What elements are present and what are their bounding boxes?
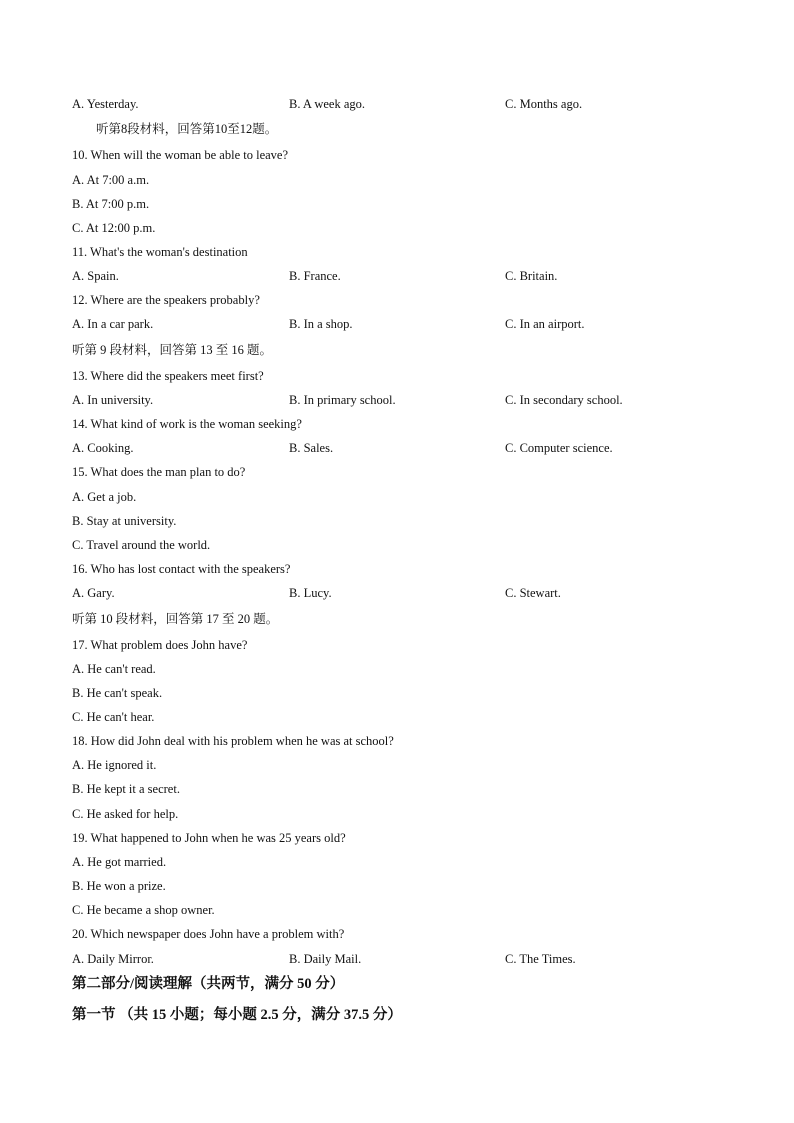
q19-option-b: B. He won a prize. [72, 879, 166, 893]
q20-option-b: B. Daily Mail. [289, 952, 362, 966]
q14-option-a: A. Cooking. [72, 441, 134, 455]
q10-option-a: A. At 7:00 a.m. [72, 173, 150, 187]
q20-option-a: A. Daily Mirror. [72, 952, 154, 966]
q11-option-c: C. Britain. [505, 269, 558, 283]
q12-option-c: C. In an airport. [505, 317, 585, 331]
q10-option-c: C. At 12:00 p.m. [72, 221, 156, 235]
q18-option-c: C. He asked for help. [72, 807, 179, 821]
q15-option-a: A. Get a job. [72, 490, 137, 504]
q17-option-b: B. He can't speak. [72, 686, 163, 700]
q17-option-c: C. He can't hear. [72, 710, 155, 724]
q15-option-c: C. Travel around the world. [72, 538, 211, 552]
q12-option-b: B. In a shop. [289, 317, 353, 331]
q18-option-a: A. He ignored it. [72, 758, 157, 772]
q16-option-a: A. Gary. [72, 586, 115, 600]
q13-option-c: C. In secondary school. [505, 393, 623, 407]
section-10-instruction: 听第 10 段材料，回答第 17 至 20 题。 [72, 612, 279, 626]
q14-option-c: C. Computer science. [505, 441, 613, 455]
question-15: 15. What does the man plan to do? [72, 465, 246, 479]
question-14: 14. What kind of work is the woman seeking? [72, 417, 302, 431]
q12-option-a: A. In a car park. [72, 317, 154, 331]
q9-option-c: C. Months ago. [505, 97, 583, 111]
q16-option-b: B. Lucy. [289, 586, 332, 600]
q11-option-b: B. France. [289, 269, 341, 283]
q17-option-a: A. He can't read. [72, 662, 156, 676]
q19-option-a: A. He got married. [72, 855, 167, 869]
q15-option-b: B. Stay at university. [72, 514, 177, 528]
part-2-heading: 第二部分/阅读理解（共两节，满分 50 分） [72, 976, 345, 992]
q18-option-b: B. He kept it a secret. [72, 782, 180, 796]
question-20: 20. Which newspaper does John have a problem with? [72, 927, 345, 941]
q9-option-b: B. A week ago. [289, 97, 366, 111]
q14-option-b: B. Sales. [289, 441, 334, 455]
question-17: 17. What problem does John have? [72, 638, 248, 652]
question-13: 13. Where did the speakers meet first? [72, 369, 264, 383]
q10-option-b: B. At 7:00 p.m. [72, 197, 150, 211]
section-9-instruction: 听第 9 段材料，回答第 13 至 16 题。 [72, 343, 273, 357]
section-8-instruction: 听第8段材料，回答第10至12题。 [96, 122, 278, 136]
section-1-heading: 第一节 （共 15 小题；每小题 2.5 分，满分 37.5 分） [72, 1007, 402, 1023]
question-12: 12. Where are the speakers probably? [72, 293, 260, 307]
q19-option-c: C. He became a shop owner. [72, 903, 215, 917]
q9-option-a: A. Yesterday. [72, 97, 139, 111]
question-19: 19. What happened to John when he was 25 years old? [72, 831, 346, 845]
question-18: 18. How did John deal with his problem when he was at school? [72, 734, 394, 748]
q20-option-c: C. The Times. [505, 952, 576, 966]
question-16: 16. Who has lost contact with the speakers? [72, 562, 291, 576]
q11-option-a: A. Spain. [72, 269, 119, 283]
q13-option-a: A. In university. [72, 393, 154, 407]
q16-option-c: C. Stewart. [505, 586, 561, 600]
question-11: 11. What's the woman's destination [72, 245, 248, 259]
question-10: 10. When will the woman be able to leave? [72, 148, 289, 162]
q13-option-b: B. In primary school. [289, 393, 396, 407]
